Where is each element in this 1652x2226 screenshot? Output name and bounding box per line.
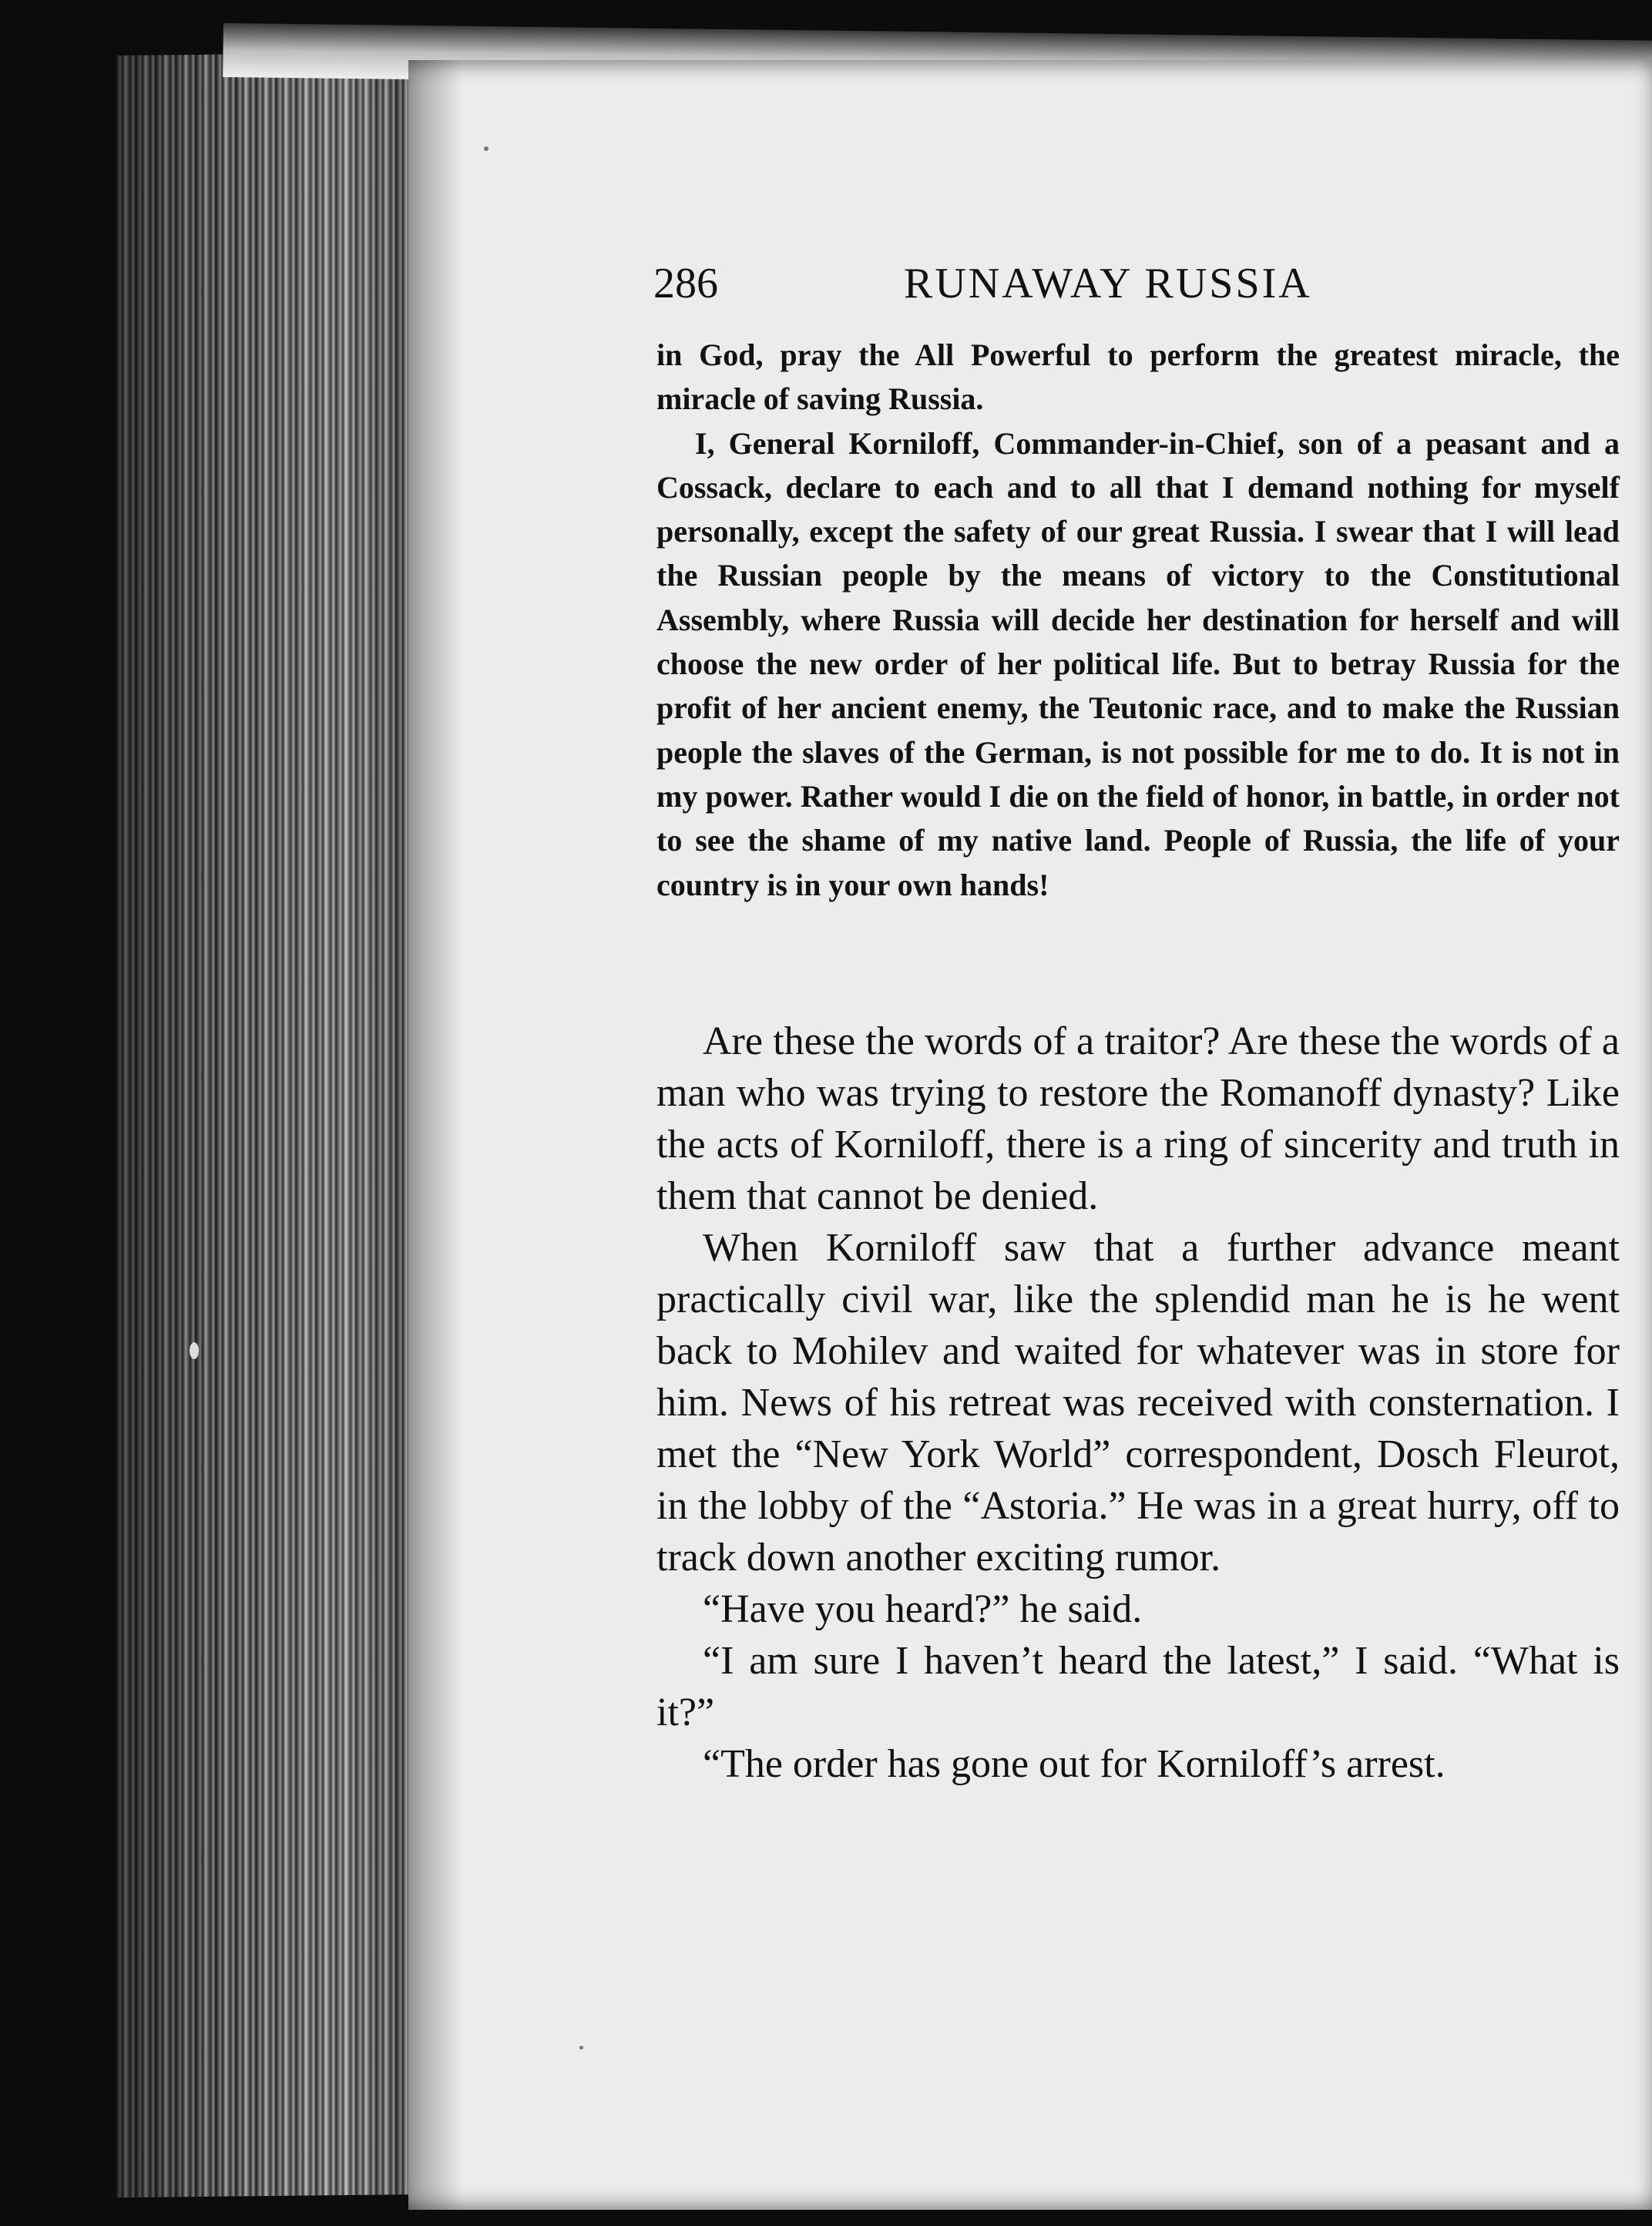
dust-speck <box>190 1342 199 1359</box>
page-number: 286 <box>653 260 718 307</box>
body-paragraph: When Korniloff saw that a further advance meant practically civil war, like the splendid man he is he went back to Mohilev and waited for whatever was in store for him. News of his retreat was received with consternation. I met the “New York World” correspondent, Dosch Fleurot, in the lobby of the “Astoria.” He was in a great hurry, off to track down another exciting rumor. <box>656 1226 1620 1580</box>
body-paragraph: “I am sure I haven’t heard the latest,” I said. “What is it?” <box>656 1639 1620 1734</box>
quoted-proclamation <box>656 333 1620 907</box>
dust-speck <box>579 2046 583 2050</box>
quote-paragraph: in God, pray the All Powerful to perform the greatest miracle, the miracle of saving Russia. <box>656 337 1620 417</box>
body-text <box>656 1016 1620 1790</box>
body-paragraph: Are these the words of a traitor? Are these the words of a man who was trying to restore the Romanoff dynasty? Like the acts of Korniloff, there is a ring of sincerity and truth in them that cannot be denied. <box>656 1019 1620 1218</box>
book-page-edges <box>116 52 424 2197</box>
body-paragraph: “The order has gone out for Korniloff’s arrest. <box>703 1742 1446 1786</box>
running-header <box>653 253 1617 314</box>
dust-speck <box>484 146 489 151</box>
quote-paragraph: I, General Korniloff, Commander-in-Chief, son of a peasant and a Cossack, declare to each and to all that I demand nothing for myself personally, except the safety of our great Russia. I swear that I will lead the Russian people by the means of victory to the Constitutional Assembly, where Russia will decide her destination for herself and will choose the new order of her political life. But to betray Russia for the profit of her ancient enemy, the Teutonic race, and to make the Russian people the slaves of the German, is not possible for me to do. It is not in my power. Rather would I die on the field of honor, in battle, in order not to see the shame of my native land. People of Russia, the life of your country is in your own hands! <box>656 425 1620 902</box>
body-paragraph: “Have you heard?” he said. <box>703 1587 1143 1631</box>
running-title: RUNAWAY RUSSIA <box>904 260 1312 307</box>
